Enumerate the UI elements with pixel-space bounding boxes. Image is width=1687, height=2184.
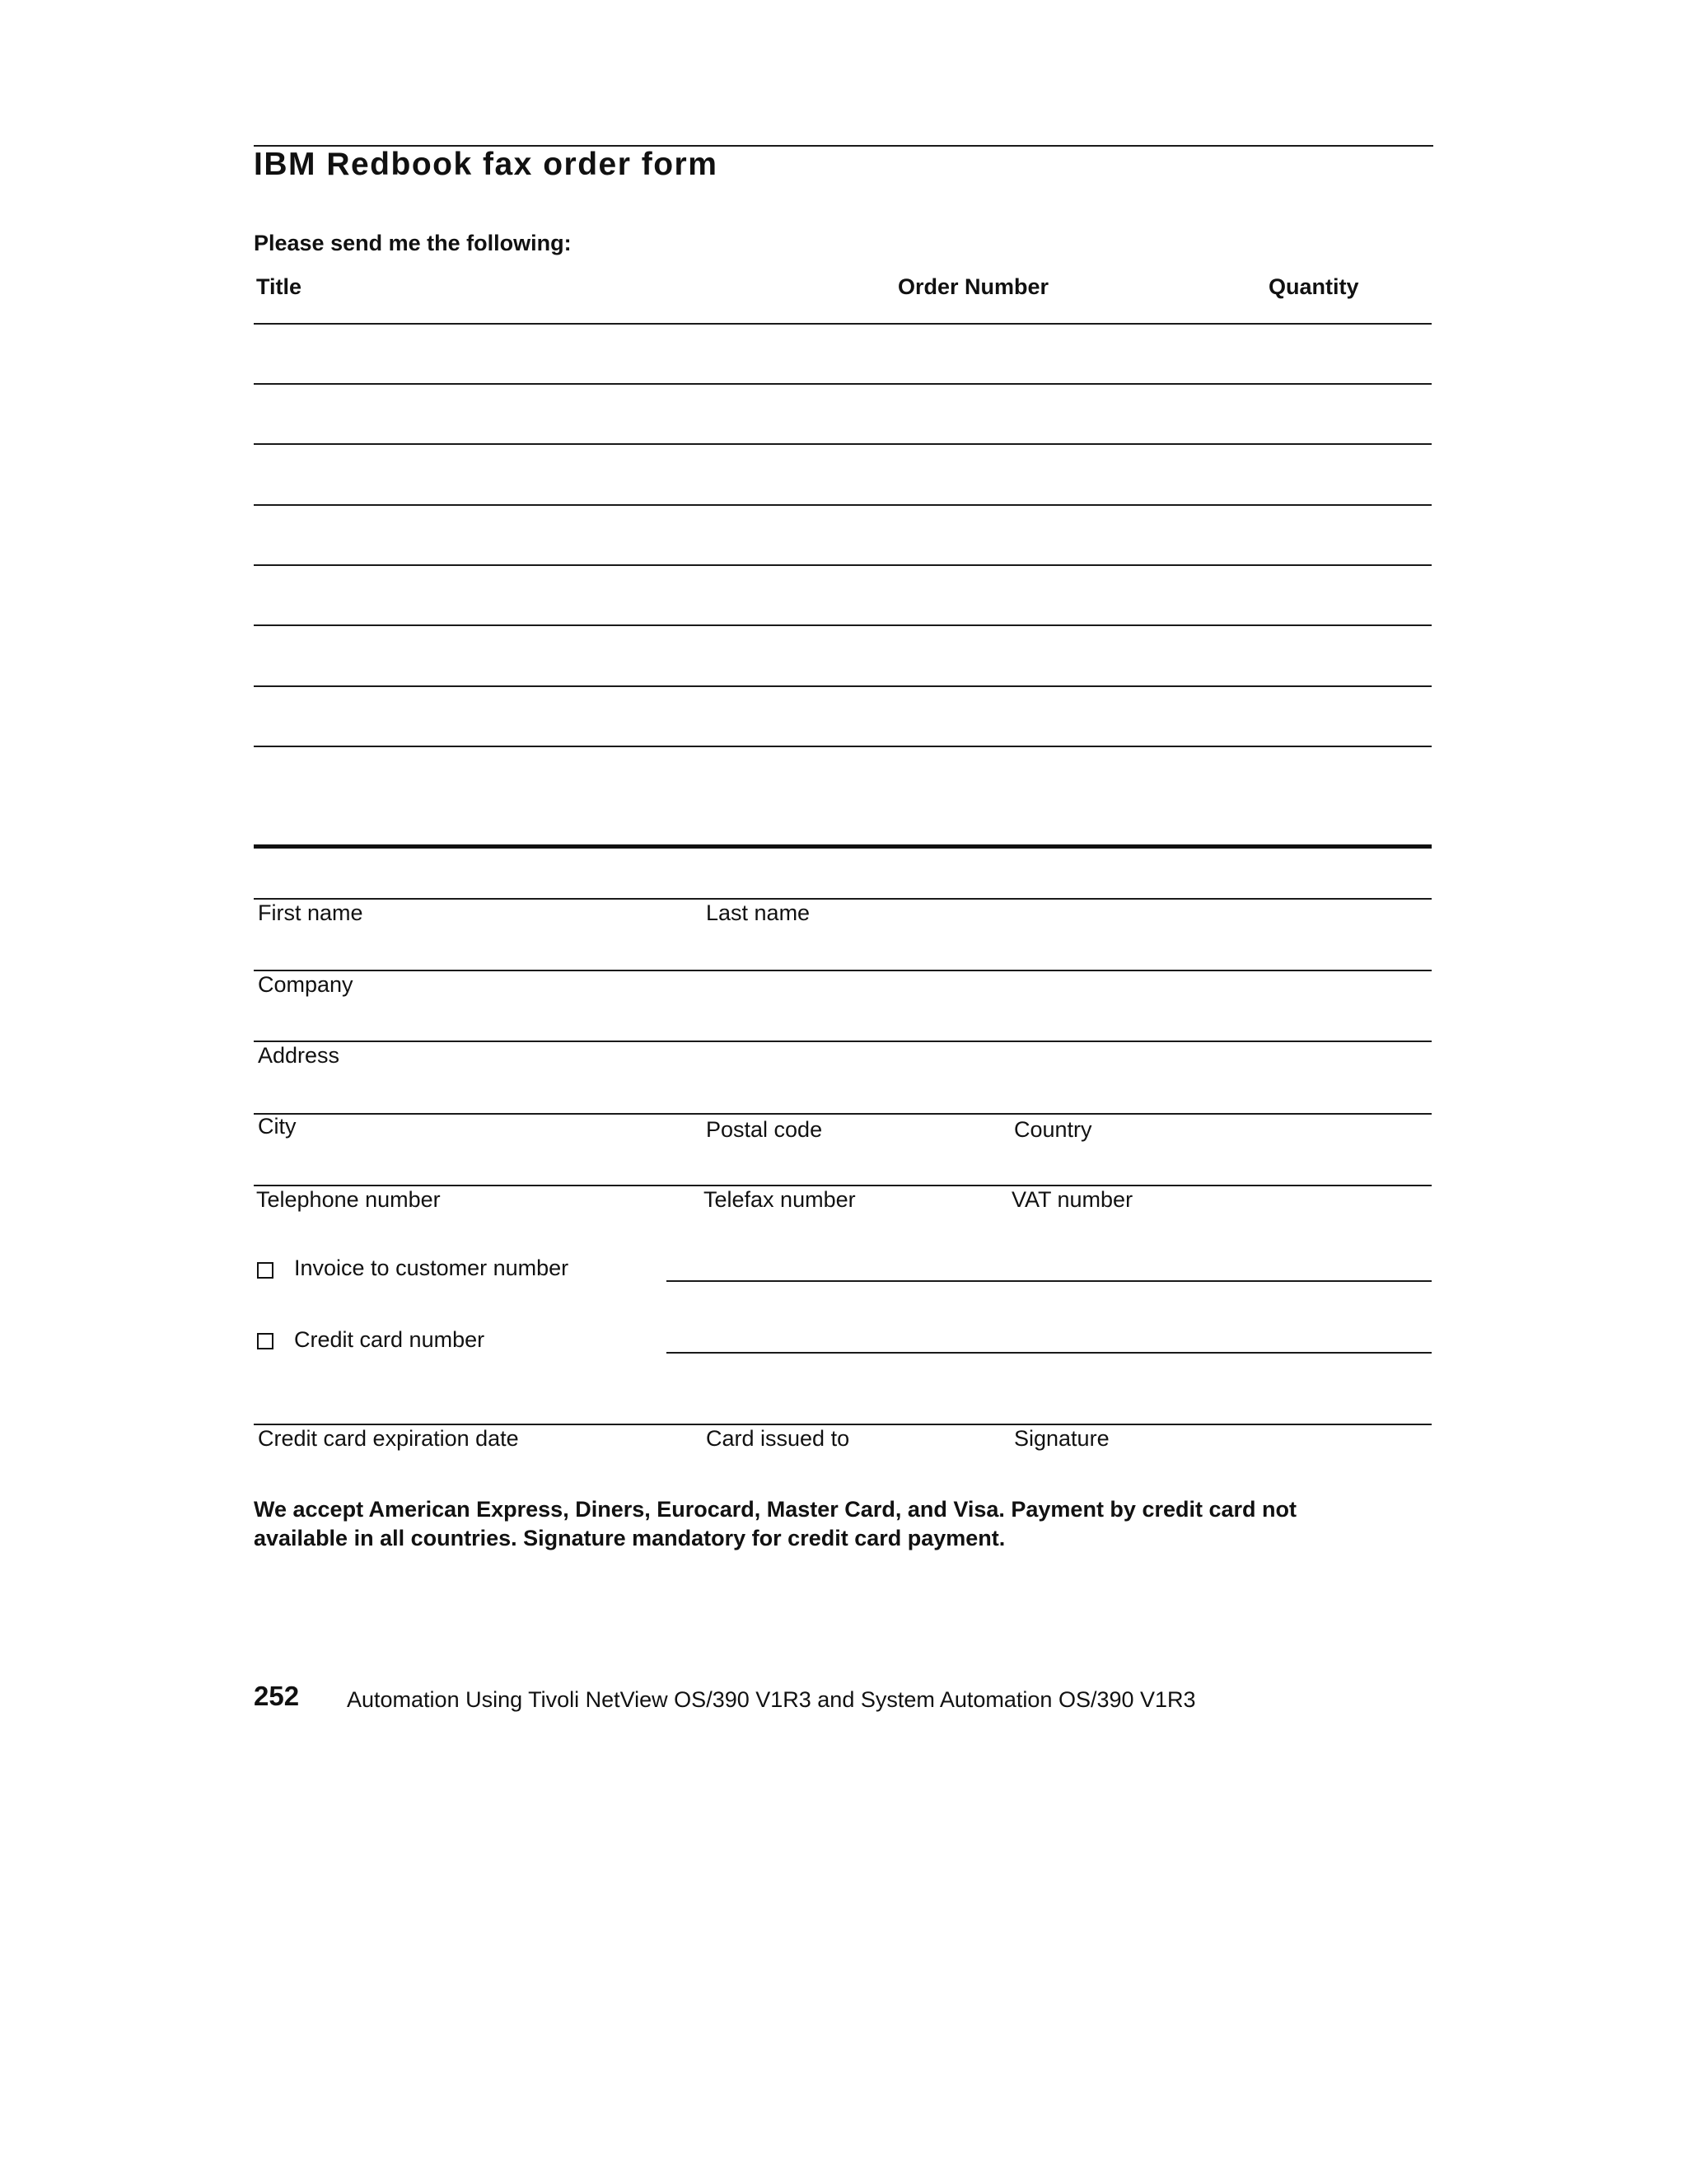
telephone-field-line[interactable] xyxy=(254,1185,1432,1186)
column-header-order-number: Order Number xyxy=(898,274,1049,299)
page-number: 252 xyxy=(254,1681,300,1711)
order-row-line[interactable] xyxy=(254,443,1432,445)
footer-book-title: Automation Using Tivoli NetView OS/390 V1R3 and System Automation OS/390 V1R3 xyxy=(347,1687,1196,1712)
credit-card-number-label: Credit card number xyxy=(294,1327,485,1352)
last-name-label: Last name xyxy=(706,900,811,925)
invoice-checkbox[interactable] xyxy=(257,1262,273,1279)
section-divider xyxy=(254,844,1432,849)
company-label: Company xyxy=(258,972,353,997)
order-row-line[interactable] xyxy=(254,685,1432,687)
expiration-field-line[interactable] xyxy=(254,1424,1432,1425)
card-issued-to-label: Card issued to xyxy=(706,1426,850,1451)
order-row-line[interactable] xyxy=(254,383,1432,385)
vat-label: VAT number xyxy=(1012,1187,1133,1212)
telephone-label: Telephone number xyxy=(256,1187,441,1212)
company-field-line[interactable] xyxy=(254,970,1432,971)
column-header-title: Title xyxy=(256,274,302,299)
city-label: City xyxy=(258,1114,297,1139)
telefax-label: Telefax number xyxy=(703,1187,856,1212)
address-label: Address xyxy=(258,1043,340,1068)
invoice-number-line[interactable] xyxy=(666,1280,1432,1282)
city-field-line[interactable] xyxy=(254,1113,1432,1115)
payment-note-line-2: available in all countries. Signature mandatory for credit card payment. xyxy=(254,1526,1006,1550)
order-row-line[interactable] xyxy=(254,504,1432,506)
credit-card-number-line[interactable] xyxy=(666,1352,1432,1354)
invoice-label: Invoice to customer number xyxy=(294,1256,569,1280)
address-field-line[interactable] xyxy=(254,1041,1432,1042)
name-field-line[interactable] xyxy=(254,898,1432,900)
payment-note xyxy=(254,1495,1423,1553)
order-row-line[interactable] xyxy=(254,564,1432,566)
order-row-line[interactable] xyxy=(254,624,1432,626)
postal-code-label: Postal code xyxy=(706,1117,823,1142)
payment-note-line-1: We accept American Express, Diners, Eurocard, Master Card, and Visa. Payment by credit card not xyxy=(254,1497,1297,1522)
expiration-label: Credit card expiration date xyxy=(258,1426,519,1451)
first-name-label: First name xyxy=(258,900,363,925)
page-title: IBM Redbook fax order form xyxy=(254,147,718,182)
credit-card-checkbox[interactable] xyxy=(257,1333,273,1349)
order-row-line[interactable] xyxy=(254,746,1432,747)
signature-label: Signature xyxy=(1014,1426,1110,1451)
country-label: Country xyxy=(1014,1117,1092,1142)
intro-text: Please send me the following: xyxy=(254,231,572,255)
column-header-quantity: Quantity xyxy=(1269,274,1359,299)
order-row-line[interactable] xyxy=(254,323,1432,325)
